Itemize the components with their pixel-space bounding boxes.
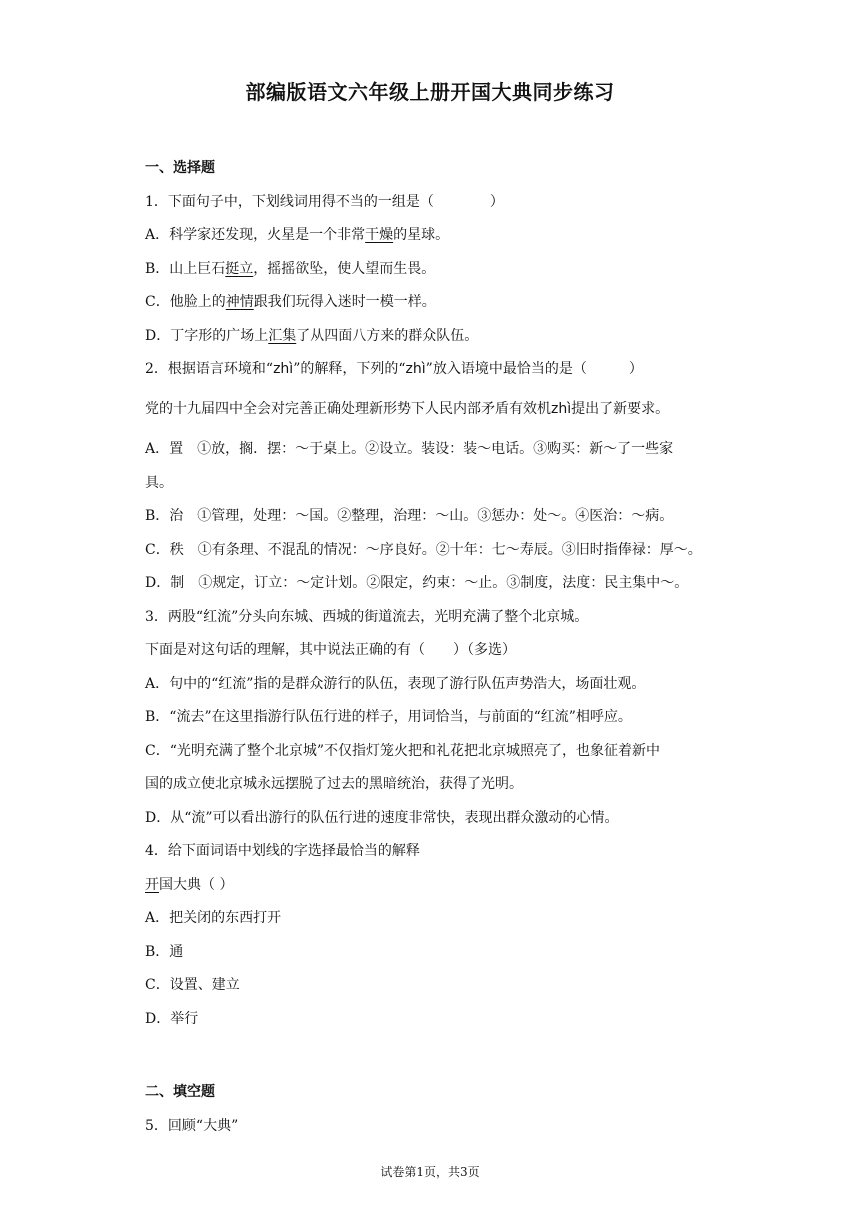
question-5-stem: 5．回顾“大典”: [145, 1117, 239, 1134]
section-heading-choice: 一、选择题: [145, 160, 215, 176]
question-4-option-d: D．举行: [145, 1010, 199, 1027]
section-heading-fill: 二、填空题: [145, 1084, 215, 1100]
option-text: B．山上巨石: [145, 260, 226, 277]
question-1-option-c: [145, 291, 720, 325]
underlined-word: 干燥: [365, 227, 394, 243]
context-text: 党的十九届四中全会对完善正确处理新形势下人民内部矛盾有效机: [145, 401, 551, 417]
question-2-option-a: A．置 ①放，搁．摆：～于桌上。②设立。装设：装～电话。③购买：新～了一些家: [145, 441, 674, 457]
question-4-word: [145, 874, 720, 908]
question-1-option-b: [145, 258, 720, 292]
question-1-option-d: [145, 325, 720, 359]
option-text: 了从四面八方来的群众队伍。: [296, 327, 479, 344]
question-3-stem: 3．两股“红流”分头向东城、西城的街道流去，光明充满了整个北京城。: [145, 608, 589, 625]
pinyin: zhì: [273, 361, 294, 377]
question-2-option-c: C．秩 ①有条理、不混乱的情况：～序良好。②十年：七～寿辰。③旧时指俸禄：厚～。: [145, 541, 702, 558]
underlined-char: 开: [145, 876, 159, 893]
question-3-option-c: C．“光明充满了整个北京城”不仅指灯笼火把和礼花把北京城照亮了，也象征着新中: [145, 742, 661, 759]
option-text: ，摇摇欲坠，使人望而生畏。: [253, 260, 436, 277]
question-2-option-a-cont: 具。: [145, 474, 173, 491]
question-2-context: [145, 398, 720, 438]
question-2-option-b: B．治 ①管理，处理：～国。②整理，治理：～山。③惩办：处～。④医治：～病。: [145, 508, 674, 524]
pinyin: zhì: [551, 401, 572, 417]
stem-text: ”的解释，下列的“: [293, 361, 406, 377]
pinyin: zhì: [405, 361, 426, 377]
word-text: 国大典（ ）: [159, 876, 234, 893]
question-3-option-b: B．“流去”在这里指游行队伍行进的样子，用词恰当，与前面的“红流”相呼应。: [145, 709, 632, 725]
section-gap: [145, 1041, 720, 1081]
question-3-option-a: A．句中的“红流”指的是群众游行的队伍，表现了游行队伍声势浩大，场面壮观。: [145, 675, 646, 692]
stem-text: 2．根据语言环境和“: [145, 361, 274, 377]
question-2-stem: [145, 358, 720, 398]
context-text: 提出了新要求。: [571, 401, 670, 417]
question-4-stem: 4．给下面词语中划线的字选择最恰当的解释: [145, 843, 420, 859]
question-4-option-b: B．通: [145, 943, 184, 960]
question-3-subquestion: 下面是对这句话的理解，其中说法正确的有（ ）（多选）: [145, 642, 516, 658]
option-text: C．他脸上的: [145, 294, 226, 310]
page-footer: 试卷第1页，共3页: [380, 1165, 480, 1179]
exam-content: [145, 157, 720, 1148]
underlined-word: 汇集: [268, 327, 297, 344]
underlined-word: 神情: [225, 294, 254, 310]
underlined-word: 挺立: [225, 260, 254, 277]
question-4-option-c: C．设置、建立: [145, 977, 240, 993]
option-text: 跟我们玩得入迷时一模一样。: [253, 294, 436, 310]
question-1-stem: 1．下面句子中，下划线词用得不当的一组是（ ）: [145, 193, 504, 210]
question-3-option-c-cont: 国的成立使北京城永远摆脱了过去的黑暗统治，获得了光明。: [145, 776, 523, 792]
option-text: A．科学家还发现，火星是一个非常: [145, 227, 366, 243]
option-text: 的星球。: [393, 227, 450, 243]
stem-text: ”放入语境中最恰当的是（ ）: [425, 361, 643, 377]
question-2-option-d: D．制 ①规定，订立：～定计划。②限定，约束：～止。③制度，法度：民主集中～。: [145, 575, 689, 591]
question-4-option-a: A．把关闭的东西打开: [145, 910, 282, 926]
question-3-option-d: D．从“流”可以看出游行的队伍行进的速度非常快，表现出群众激动的心情。: [145, 809, 619, 826]
page-title: 部编版语文六年级上册开国大典同步练习: [245, 80, 615, 104]
question-1-option-a: [145, 224, 720, 258]
option-text: D．丁字形的广场上: [145, 327, 269, 344]
